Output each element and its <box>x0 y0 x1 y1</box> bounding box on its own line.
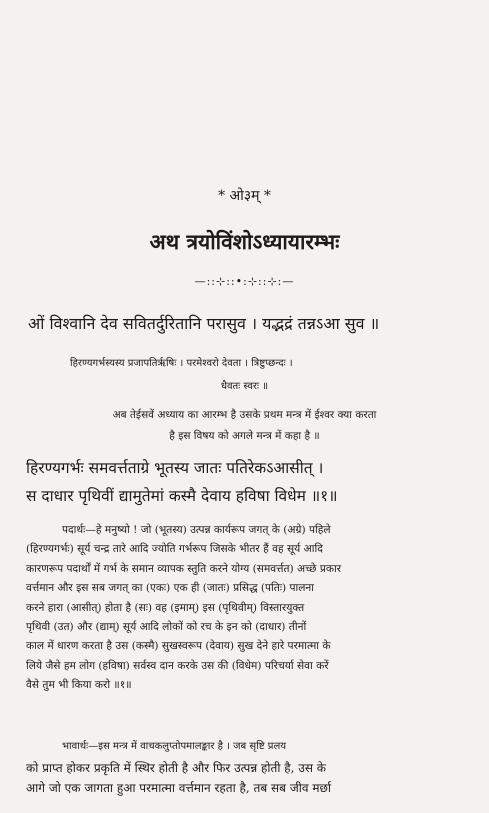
bhavarth-line: को प्राप्त होकर प्रकृति में स्थिर होती है और फिर उत्पन्न होती है, उस के <box>26 760 326 775</box>
padarth-line: (हिरण्यगर्भः) सूर्य चन्द्र तारे आदि ज्योति गर्भरूप जिसके भीतर हैं वह सूर्य आदि <box>26 543 323 556</box>
ornament-divider: —::⊹::•:⊹::⊹:— <box>194 275 295 288</box>
intro-line-2: है इस विषय को अगले मन्त्र में कहा है ॥ <box>169 430 320 442</box>
padarth-line: वर्त्तमान और इस सब जगत् का (एकः) एक ही (जातः) प्रसिद्ध (पतिः) पालना <box>26 582 315 595</box>
mantra-line-1: हिरण्यगर्भः समवर्त्तताग्रे भूतस्य जातः पतिरेकऽआसीत् । <box>26 459 324 477</box>
om-heading: * ओ३म् * <box>218 188 271 204</box>
bhavarth-line: आगे जो एक जागता हुआ परमात्मा वर्त्तमान रहता है, तब सब जीव मर्छा <box>26 781 332 795</box>
padarth-line: लिये जैसे हम लोग (हविषा) सर्वस्व दान करके उस की (विधेम) परिचर्या सेवा करें <box>26 659 329 672</box>
bhavarth-line: भावार्थः—इस मन्त्र में वाचकलुप्तोपमालङ्कार है । जब सृष्टि प्रलय <box>62 741 287 752</box>
chapter-title: अथ त्रयोविंशोऽध्यायारम्भः <box>149 229 340 254</box>
devata-line-1: हिरण्यगर्भस्यस्य प्रजापतिर्ऋषिः । परमेश्वरो देवता । त्रिष्टुप्छन्दः । <box>70 358 293 369</box>
padarth-line: काल में धारण करता है उस (कस्मै) सुखस्वरूप (देवाय) सुख देने हारे परमात्मा के <box>26 640 331 653</box>
invocation-mantra: ओं विश्वानि देव सवितर्दुरितानि परासुव । यद्भद्रं तन्नऽआ सुव ॥ <box>28 314 380 333</box>
padarth-line: पदार्थः—हे मनुष्यो ! जो (भूतस्य) उत्पन्न कार्यरूप जगत् के (अग्रे) पहिले <box>62 524 331 536</box>
padarth-line: करने हारा (आसीत्) होता है (सः) वह (इमाम्) इस (पृथिवीम्) विस्तारयुक्त <box>26 601 305 614</box>
bhavarth-section <box>26 737 478 799</box>
padarth-section <box>26 521 478 696</box>
devata-line-2: धैवतः स्वरः ॥ <box>220 381 269 392</box>
padarth-line: वैसे तुम भी किया करो ॥१॥ <box>26 679 132 692</box>
mantra-line-2: स दाधार पृथिवीं द्यामुतेमां कस्मै देवाय हविषा विधेम ॥१॥ <box>26 487 338 505</box>
padarth-line: पृथिवी (उत) और (द्याम्) सूर्य आदि लोकों को रच के इन को (दाधार) तीनों <box>26 621 307 634</box>
padarth-line: कारणरूप पदार्थों में गर्भ के समान व्यापक स्तुति करने योग्य (समवर्त्तत) अच्छे प्रकार <box>26 562 342 575</box>
intro-line-1: अब तेईसवें अध्याय का आरम्भ है उसके प्रथम मन्त्र में ईश्वर क्या करता <box>112 409 377 421</box>
